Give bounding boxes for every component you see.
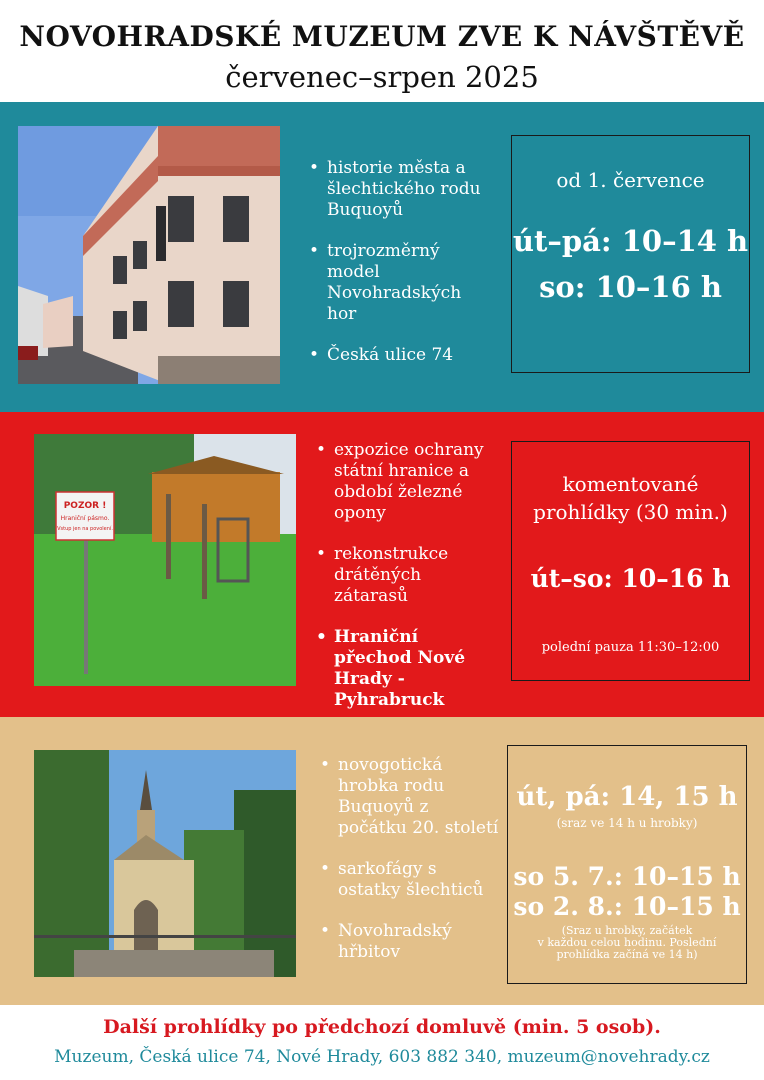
border-fence-photo xyxy=(34,434,296,686)
saturday-hours: so: 10–16 h xyxy=(539,270,722,304)
list-item: • Česká ulice 74 xyxy=(309,345,484,366)
tours-label-1: komentované xyxy=(562,472,699,496)
poster-subtitle: červenec–srpen 2025 xyxy=(225,60,539,94)
list-item: • Novohradský hřbitov xyxy=(320,921,500,963)
tomb-tours-box xyxy=(507,745,747,984)
list-item: • expozice ochrany státní hranice a období železné opony xyxy=(316,440,496,524)
footer-note: Další prohlídky po předchozí domluvě (min. 5 osob). xyxy=(103,1016,661,1038)
list-item: • novogotická hrobka rodu Buquoyů z počátku 20. století xyxy=(320,755,500,839)
list-item: • historie města a šlechtického rodu Buquoyů xyxy=(309,158,484,221)
tours-hours: út–so: 10–16 h xyxy=(530,564,731,593)
museum-hours-box xyxy=(511,135,750,373)
tomb-weekday-note: (sraz ve 14 h u hrobky) xyxy=(556,816,698,830)
museum-bullets xyxy=(309,158,484,386)
tomb-saturday-1: so 5. 7.: 10–15 h xyxy=(513,862,741,891)
tomb-saturday-2: so 2. 8.: 10–15 h xyxy=(513,892,741,921)
tours-label-2: prohlídky (30 min.) xyxy=(533,500,728,524)
tomb-chapel-photo xyxy=(34,750,296,977)
section-tomb xyxy=(0,717,764,1005)
weekday-hours: út–pá: 10–14 h xyxy=(512,224,749,258)
tomb-note-2: v každou celou hodinu. Poslední xyxy=(537,936,717,949)
sign-line-3: Vstup jen na povolení. xyxy=(57,526,113,532)
border-tours-box xyxy=(511,441,750,681)
border-bullets xyxy=(316,440,496,731)
tomb-note-1: (Sraz u hrobky, začátek xyxy=(561,924,693,937)
sign-line-1: POZOR ! xyxy=(63,501,107,511)
list-item: • Hraniční přechod Nové Hrady - Pyhrabruck xyxy=(316,627,496,711)
sign-line-2: Hraniční pásmo. xyxy=(60,515,110,522)
section-museum xyxy=(0,102,764,412)
list-item: • rekonstrukce drátěných zátarasů xyxy=(316,544,496,607)
tomb-bullets xyxy=(320,755,500,983)
tomb-weekday-hours: út, pá: 14, 15 h xyxy=(516,782,738,812)
tomb-note-3: prohlídka začíná ve 14 h) xyxy=(556,948,698,961)
poster-title: NOVOHRADSKÉ MUZEUM ZVE K NÁVŠTĚVĚ xyxy=(19,20,745,53)
start-date: od 1. července xyxy=(556,168,705,192)
footer-contact: Muzeum, Česká ulice 74, Nové Hrady, 603 882 340, muzeum@novehrady.cz xyxy=(54,1047,710,1067)
museum-building-photo xyxy=(18,126,280,384)
list-item: • trojrozměrný model Novohradských hor xyxy=(309,241,484,325)
header xyxy=(0,0,764,102)
list-item: • sarkofágy s ostatky šlechticů xyxy=(320,859,500,901)
lunch-break: polední pauza 11:30–12:00 xyxy=(541,640,720,655)
section-border xyxy=(0,412,764,717)
